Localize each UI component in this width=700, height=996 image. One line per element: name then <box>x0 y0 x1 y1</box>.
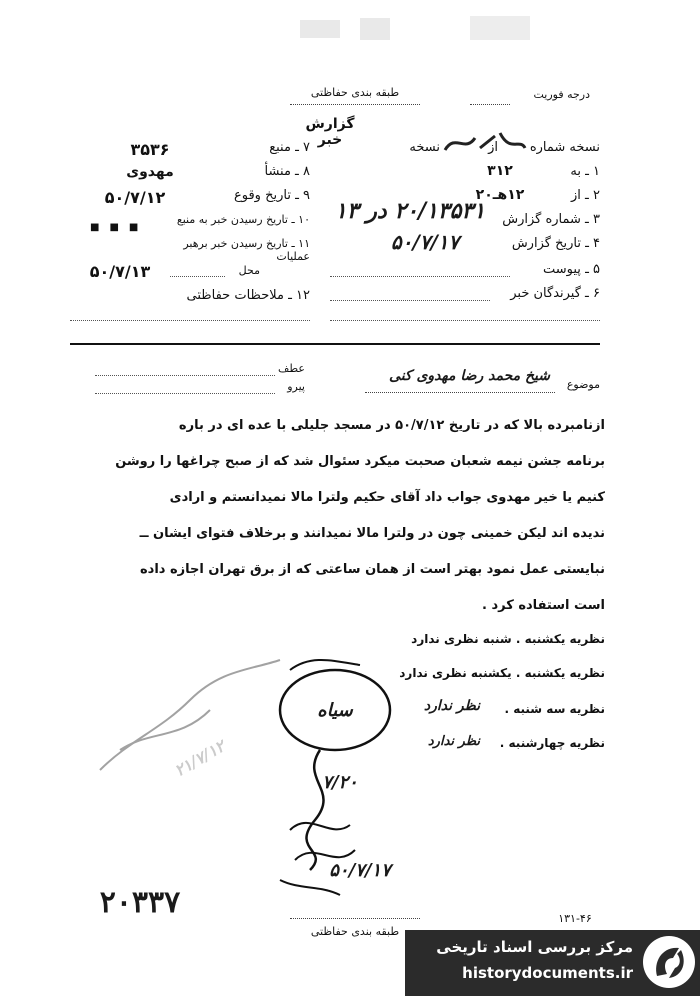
report-number-num: ۳ <box>593 212 600 227</box>
reference-dots-2 <box>95 393 275 394</box>
opinion-4-label: نظریه چهارشنبه . <box>499 736 605 750</box>
news-to-source-num: ۱۰ <box>298 213 310 226</box>
occurrence-date-value: ۵۰/۷/۱۲ <box>104 188 166 207</box>
classification-header: طبقه بندی حفاظتی <box>310 86 400 99</box>
opinion-4-handwritten: نظر ندارد <box>427 734 480 749</box>
recipients-num: ۶ <box>593 286 600 301</box>
reference-line2: پیرو <box>287 380 305 393</box>
opinion-3-label: نظریه سه شنبه . <box>504 702 605 716</box>
source-label <box>230 140 310 155</box>
origin-text: ـ منشأ <box>264 164 299 179</box>
copy-number-label: نسخه شماره <box>529 140 600 155</box>
report-date-value: ۵۰/۷/۱۷ <box>390 230 460 254</box>
origin-value: مهدوی <box>126 164 174 180</box>
faded-top-stamp <box>290 10 550 48</box>
news-to-leader-label <box>150 237 310 263</box>
news-to-leader-num: ۱۱ <box>298 237 310 250</box>
body-line-3: کنیم یا خیر مهدوی جواب داد آقای حکیم ولترا مالا نمیدانستم و ارادی <box>169 490 605 505</box>
body-line-2: برنامه جشن نیمه شعبان صحبت میکرد سئوال شد که از صبح چراغها را روشن <box>115 454 605 469</box>
source-num: ۷ <box>303 140 310 155</box>
origin-num: ۸ <box>303 164 310 179</box>
copy-number-handwriting <box>440 128 530 158</box>
recipients-dots-2 <box>330 320 600 321</box>
attachment-num: ۵ <box>593 262 600 277</box>
copy-number-copy-label: نسخه <box>409 140 440 155</box>
subject-value: شیخ محمد رضا مهدوی کنی <box>389 368 550 384</box>
news-to-source-text: ـ تاریخ رسیدن خبر به منبع <box>176 213 295 226</box>
location-dots <box>170 276 225 277</box>
attachment-text: ـ پیوست <box>543 262 589 277</box>
security-notes-label <box>170 288 310 303</box>
origin-label <box>230 164 310 179</box>
source-value: ۳۵۳۶ <box>130 140 170 159</box>
report-title: گزارش خبر <box>305 116 355 148</box>
body-line-6: است استفاده کرد . <box>482 598 605 613</box>
report-number-value: ۲۰/۱۳۵۳۱ در ۱۳ <box>334 198 486 224</box>
opinion-1 <box>380 632 605 646</box>
body-line-4: ندیده اند لیکن خمینی چون در ولترا مالا نمیدانند و برخلاف فتوای ایشان ــ <box>139 526 605 541</box>
report-date-num: ۴ <box>593 236 600 251</box>
security-notes-num: ۱۲ <box>296 288 310 303</box>
subject-label: موضوع <box>566 378 600 391</box>
classification-header-dots <box>290 104 420 105</box>
signature-date-2: ۵۰/۷/۱۷ <box>329 860 391 881</box>
opinion-2-label: نظریه یکشنبه . <box>515 666 605 680</box>
subject-underline <box>365 392 555 393</box>
watermark-url: historydocuments.ir <box>462 964 633 982</box>
opinion-3-handwritten: نظر ندارد <box>423 698 480 714</box>
opinion-2-value: یکشنبه نظری ندارد <box>399 666 512 680</box>
occurrence-date-label <box>210 188 310 203</box>
copy-number-from: از <box>488 140 498 155</box>
circled-annotation-text: سیاه <box>317 700 353 721</box>
field-to-value: ۳۱۲ <box>487 163 513 179</box>
watermark-bar <box>405 930 700 996</box>
priority-label: درجه فوریت <box>533 88 590 101</box>
news-to-source-dots: ■■■ <box>90 222 149 233</box>
archive-number: ۲۰۳۳۷ <box>99 885 181 920</box>
body-line-1: ازنامبرده بالا که در تاریخ ۵۰/۷/۱۲ در مسجد جلیلی با عده ای در باره <box>178 418 605 433</box>
occurrence-date-num: ۹ <box>303 188 310 203</box>
opinion-1-value: شنبه نظری ندارد <box>411 632 512 646</box>
reference-line1: عطف <box>278 362 305 375</box>
recipients-label <box>500 286 600 301</box>
report-number-text: ـ شماره گزارش <box>502 212 589 227</box>
news-to-leader-text: ـ تاریخ رسیدن خبر برهبر عملیات <box>183 237 310 263</box>
watermark-title: مرکز بررسی اسناد تاریخی <box>436 938 633 956</box>
field-from-text: ـ از <box>571 188 589 203</box>
field-to-label <box>540 164 600 179</box>
field-to-num: ۱ <box>593 164 600 179</box>
field-from-label <box>540 188 600 203</box>
recipients-text: ـ گیرندگان خبر <box>510 286 589 301</box>
reference-dots-1 <box>95 375 275 376</box>
footer-code: ۱۳۱-۴۶ <box>558 912 592 925</box>
security-notes-dots <box>70 320 310 321</box>
footer-classification: طبقه بندی حفاظتی <box>310 925 400 938</box>
attachment-dots <box>330 276 510 277</box>
source-text: ـ منبع <box>269 140 299 155</box>
recipients-dots <box>330 300 490 301</box>
field-from-num: ۲ <box>593 188 600 203</box>
security-notes-text: ـ ملاحظات حفاظتی <box>186 288 292 303</box>
footer-dots <box>290 918 420 919</box>
faded-left-note: ۲۱/۷/۱۲ <box>171 736 229 781</box>
attachment-label <box>520 262 600 277</box>
location-label: محل <box>238 264 260 277</box>
report-date-text: ـ تاریخ گزارش <box>511 236 589 251</box>
news-to-leader-value: ۵۰/۷/۱۳ <box>89 262 151 281</box>
body-line-5: نبایستی عمل نمود بهتر است از همان ساعتی که از برق تهران اجازه داده <box>139 562 605 577</box>
report-number-label <box>500 212 600 227</box>
watermark-logo-icon <box>643 936 695 988</box>
field-from-value: ۱۲هـ۲۰ <box>475 187 525 203</box>
signature-date-1: ۷/۲۰ <box>322 772 358 793</box>
news-to-source-label <box>150 213 310 226</box>
opinion-1-label: نظریه یکشنبه . <box>515 632 605 646</box>
report-date-label <box>500 236 600 251</box>
priority-dots <box>470 104 510 105</box>
occurrence-date-text: ـ تاریخ وقوع <box>233 188 299 203</box>
field-to-text: ـ به <box>570 164 589 179</box>
section-divider <box>70 343 600 345</box>
